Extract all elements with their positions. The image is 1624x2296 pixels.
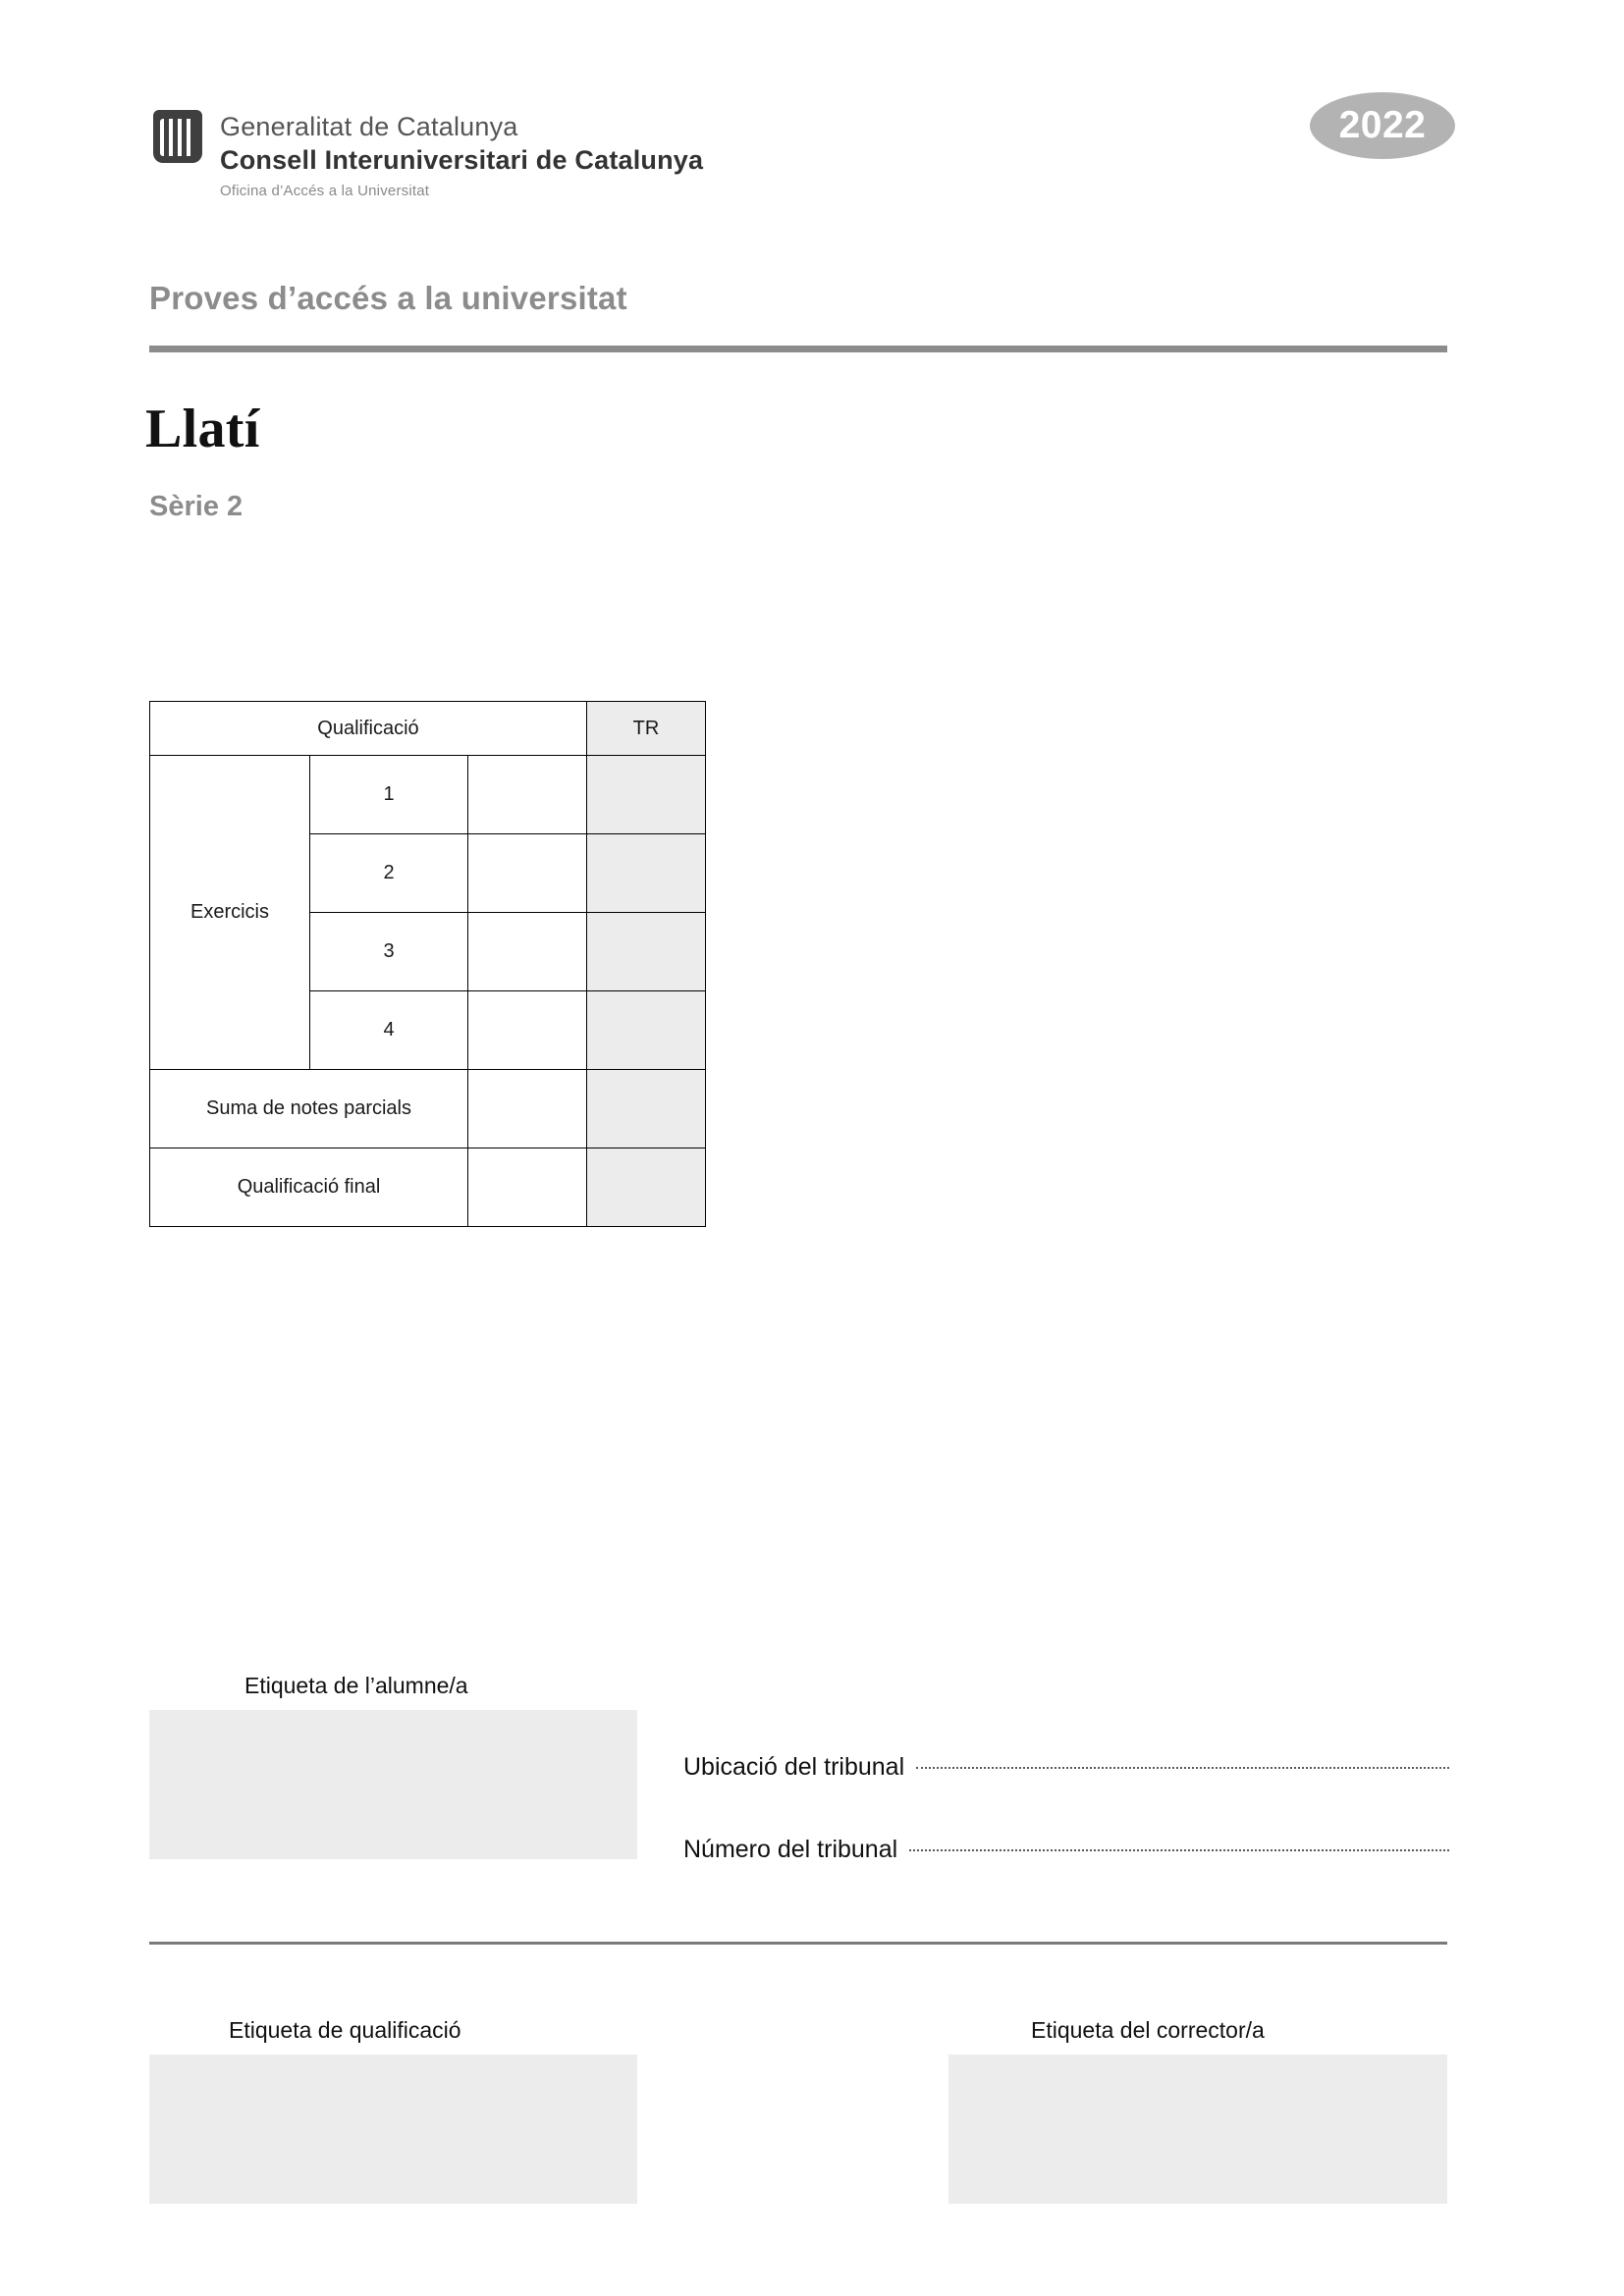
logo-line-1: Generalitat de Catalunya: [220, 112, 518, 141]
tr-header: TR: [587, 702, 706, 756]
exercise-mark-3[interactable]: [468, 913, 587, 991]
catalonia-shield-icon: [149, 110, 206, 171]
final-label: Qualificació final: [150, 1148, 468, 1227]
subject-title: Llatí: [145, 399, 260, 459]
table-row: [150, 1148, 706, 1227]
grade-label-box: [149, 2055, 637, 2204]
table-row: [150, 1070, 706, 1148]
generalitat-logo: [149, 110, 703, 202]
tribunal-location-field[interactable]: [683, 1753, 1449, 1782]
qualificacio-header: Qualificació: [150, 702, 587, 756]
tribunal-number-field[interactable]: [683, 1836, 1449, 1864]
exercicis-label: Exercicis: [150, 756, 310, 1070]
exercise-number-4: 4: [310, 991, 468, 1070]
page-title: Proves d’accés a la universitat: [149, 280, 627, 316]
student-label-box: [149, 1710, 637, 1859]
exercise-mark-4[interactable]: [468, 991, 587, 1070]
suma-mark[interactable]: [468, 1070, 587, 1148]
logo-line-2: Consell Interuniversitari de Catalunya: [220, 145, 704, 175]
exercise-number-2: 2: [310, 834, 468, 913]
tribunal-number-label: Número del tribunal: [683, 1836, 898, 1863]
exercise-mark-1[interactable]: [468, 756, 587, 834]
logo-line-3: Oficina d’Accés a la Universitat: [220, 183, 430, 199]
exercise-tr-2[interactable]: [587, 834, 706, 913]
student-label-caption: Etiqueta de l’alumne/a: [244, 1673, 468, 1698]
series-label: Sèrie 2: [149, 491, 244, 522]
exercise-tr-1[interactable]: [587, 756, 706, 834]
exercise-tr-3[interactable]: [587, 913, 706, 991]
tribunal-number-line[interactable]: [909, 1849, 1449, 1851]
tribunal-location-line[interactable]: [916, 1767, 1449, 1769]
corrector-label-caption: Etiqueta del corrector/a: [1031, 2017, 1265, 2043]
exercise-mark-2[interactable]: [468, 834, 587, 913]
corrector-label-box: [948, 2055, 1447, 2204]
document-header: [149, 104, 1455, 238]
tribunal-location-label: Ubicació del tribunal: [683, 1753, 905, 1781]
grade-label-caption: Etiqueta de qualificació: [229, 2017, 461, 2043]
exercise-tr-4[interactable]: [587, 991, 706, 1070]
exercise-number-1: 1: [310, 756, 468, 834]
grades-table: [149, 701, 706, 1227]
table-row: [150, 756, 706, 834]
final-mark[interactable]: [468, 1148, 587, 1227]
final-tr[interactable]: [587, 1148, 706, 1227]
suma-label: Suma de notes parcials: [150, 1070, 468, 1148]
exercise-number-3: 3: [310, 913, 468, 991]
section-divider: [149, 1942, 1447, 1945]
suma-tr[interactable]: [587, 1070, 706, 1148]
year-badge: 2022: [1310, 92, 1455, 159]
table-row-header: [150, 702, 706, 756]
header-divider: [149, 346, 1447, 352]
